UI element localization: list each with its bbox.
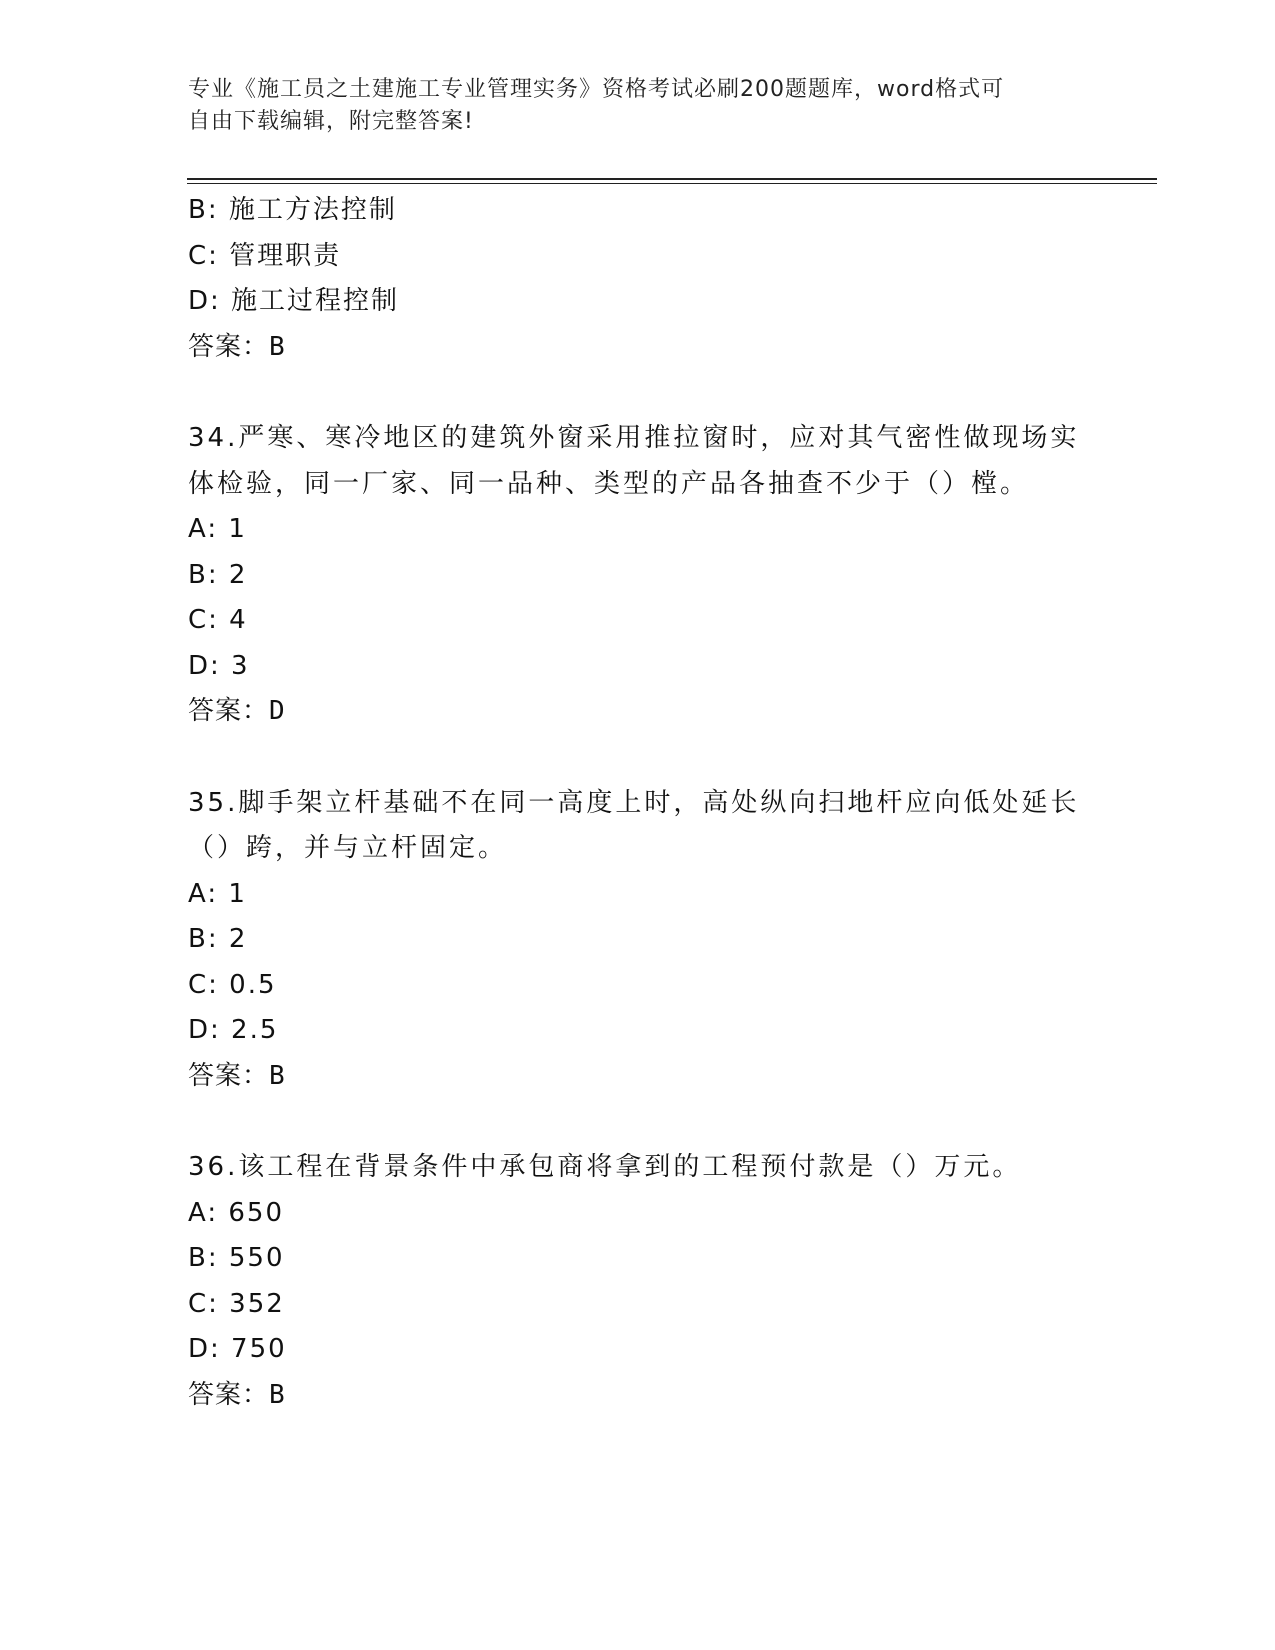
question-35 bbox=[188, 781, 1088, 1100]
option-b: B: 施工方法控制 bbox=[188, 195, 397, 225]
answer-line bbox=[188, 689, 1088, 735]
option-b: B: 2 bbox=[188, 559, 248, 590]
question-text: 34.严寒、寒冷地区的建筑外窗采用推拉窗时，应对其气密性做现场实 bbox=[188, 423, 1080, 453]
header-line-1: 专业《施工员之土建施工专业管理实务》资格考试必刷200题题库，word格式可 bbox=[188, 77, 1005, 102]
option-d: D: 施工过程控制 bbox=[188, 286, 400, 316]
option-a: A: 650 bbox=[188, 1197, 284, 1228]
answer-label: 答案： bbox=[188, 331, 270, 362]
question-content bbox=[188, 188, 1088, 1418]
carryover-block bbox=[188, 188, 1088, 370]
option-c: C: 352 bbox=[188, 1288, 285, 1319]
answer-label: 答案： bbox=[188, 696, 270, 726]
answer-line bbox=[188, 1054, 1088, 1100]
answer-value: B bbox=[269, 331, 286, 362]
answer-value: D bbox=[269, 696, 286, 726]
answer-label: 答案： bbox=[188, 1379, 270, 1410]
header-divider-thin bbox=[187, 183, 1157, 184]
option-d: D: 2.5 bbox=[188, 1015, 279, 1045]
answer-value: B bbox=[269, 1060, 286, 1091]
question-text: 36.该工程在背景条件中承包商将拿到的工程预付款是（）万元。 bbox=[188, 1152, 1022, 1182]
option-c: C: 管理职责 bbox=[188, 240, 342, 271]
question-text: 体检验，同一厂家、同一品种、类型的产品各抽查不少于（）樘。 bbox=[188, 468, 1030, 499]
option-c: C: 4 bbox=[188, 605, 248, 635]
header-divider-thick bbox=[187, 178, 1157, 180]
option-a: A: 1 bbox=[188, 878, 247, 909]
question-text: （）跨，并与立杆固定。 bbox=[188, 833, 508, 863]
option-b: B: 2 bbox=[188, 924, 248, 954]
option-d: D: 750 bbox=[188, 1334, 287, 1364]
answer-line bbox=[188, 1373, 1088, 1419]
option-b: B: 550 bbox=[188, 1243, 285, 1273]
answer-line bbox=[188, 325, 1088, 371]
option-c: C: 0.5 bbox=[188, 969, 277, 1000]
answer-label: 答案： bbox=[188, 1060, 270, 1091]
answer-value: B bbox=[269, 1379, 286, 1410]
option-a: A: 1 bbox=[188, 514, 247, 544]
question-34 bbox=[188, 416, 1088, 735]
question-36 bbox=[188, 1145, 1088, 1418]
header-line-2: 自由下载编辑，附完整答案! bbox=[188, 109, 474, 134]
document-header bbox=[188, 74, 1088, 138]
option-d: D: 3 bbox=[188, 650, 250, 681]
question-text: 35.脚手架立杆基础不在同一高度上时，高处纵向扫地杆应向低处延长 bbox=[188, 787, 1080, 818]
